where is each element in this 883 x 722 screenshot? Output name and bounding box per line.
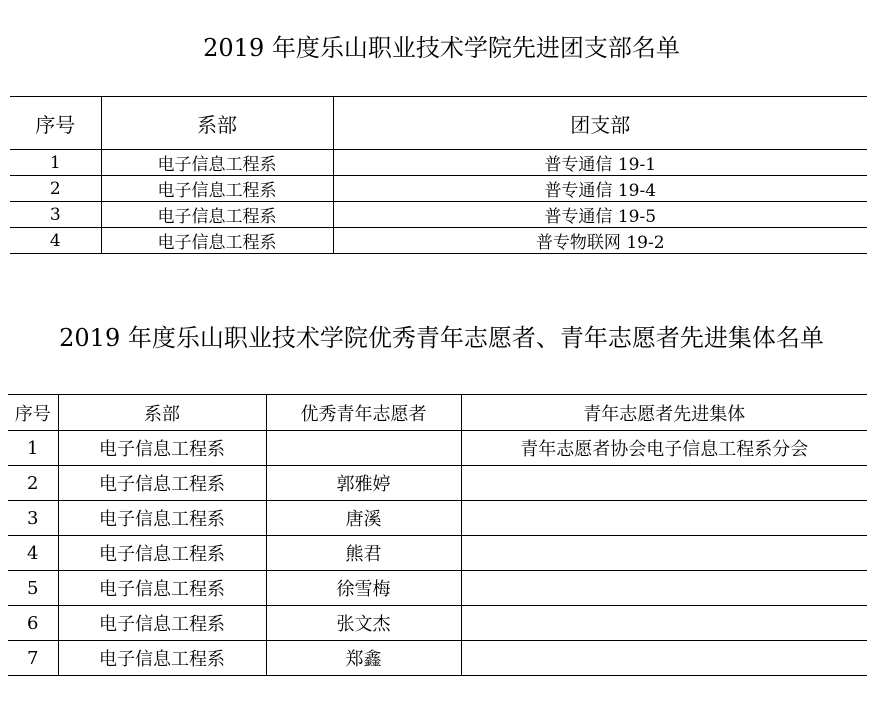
- table-row: [10, 176, 867, 202]
- section1-title: 2019 年度乐山职业技术学院先进团支部名单: [203, 34, 680, 62]
- row-department: 电子信息工程系: [58, 536, 266, 571]
- table-row: [10, 202, 867, 228]
- row-department: 电子信息工程系: [58, 641, 266, 676]
- row-branch: 普专物联网 19-2: [333, 228, 867, 254]
- row-number: 2: [8, 466, 58, 501]
- header-number: 序号: [10, 97, 101, 150]
- row-number: 5: [8, 571, 58, 606]
- row-branch: 普专通信 19-4: [333, 176, 867, 202]
- table-row: [8, 431, 867, 466]
- header-department: 系部: [101, 97, 333, 150]
- row-group: [461, 571, 867, 606]
- row-number: 7: [8, 641, 58, 676]
- row-volunteer: 熊君: [266, 536, 461, 571]
- table-row: [8, 571, 867, 606]
- header-advanced-group: 青年志愿者先进集体: [461, 395, 867, 431]
- row-department: 电子信息工程系: [101, 202, 333, 228]
- row-number: 4: [10, 228, 101, 254]
- row-number: 3: [10, 202, 101, 228]
- header-outstanding-volunteer: 优秀青年志愿者: [266, 395, 461, 431]
- volunteer-table: [8, 394, 867, 676]
- row-number: 4: [8, 536, 58, 571]
- row-department: 电子信息工程系: [58, 431, 266, 466]
- table-header-row: [8, 395, 867, 431]
- row-volunteer: 郭雅婷: [266, 466, 461, 501]
- row-volunteer: 郑鑫: [266, 641, 461, 676]
- table-row: [8, 536, 867, 571]
- table-row: [8, 501, 867, 536]
- header-department: 系部: [58, 395, 266, 431]
- table-row: [8, 466, 867, 501]
- row-group: [461, 536, 867, 571]
- header-number: 序号: [8, 395, 58, 431]
- row-group: [461, 641, 867, 676]
- header-branch: 团支部: [333, 97, 867, 150]
- row-number: 6: [8, 606, 58, 641]
- row-department: 电子信息工程系: [58, 606, 266, 641]
- table-header-row: [10, 97, 867, 150]
- row-department: 电子信息工程系: [101, 150, 333, 176]
- section2-title: 2019 年度乐山职业技术学院优秀青年志愿者、青年志愿者先进集体名单: [59, 324, 824, 352]
- row-volunteer: 徐雪梅: [266, 571, 461, 606]
- table-row: [10, 228, 867, 254]
- row-group: [461, 606, 867, 641]
- row-number: 1: [8, 431, 58, 466]
- row-volunteer: [266, 431, 461, 466]
- row-number: 1: [10, 150, 101, 176]
- row-group: [461, 466, 867, 501]
- row-department: 电子信息工程系: [101, 228, 333, 254]
- row-department: 电子信息工程系: [58, 571, 266, 606]
- row-branch: 普专通信 19-1: [333, 150, 867, 176]
- table-row: [8, 641, 867, 676]
- row-department: 电子信息工程系: [58, 501, 266, 536]
- row-department: 电子信息工程系: [101, 176, 333, 202]
- row-volunteer: 唐溪: [266, 501, 461, 536]
- row-department: 电子信息工程系: [58, 466, 266, 501]
- row-number: 3: [8, 501, 58, 536]
- table-row: [10, 150, 867, 176]
- row-branch: 普专通信 19-5: [333, 202, 867, 228]
- row-volunteer: 张文杰: [266, 606, 461, 641]
- row-group: [461, 501, 867, 536]
- row-number: 2: [10, 176, 101, 202]
- table-row: [8, 606, 867, 641]
- row-group: 青年志愿者协会电子信息工程系分会: [461, 431, 867, 466]
- advanced-branch-table: [10, 96, 867, 254]
